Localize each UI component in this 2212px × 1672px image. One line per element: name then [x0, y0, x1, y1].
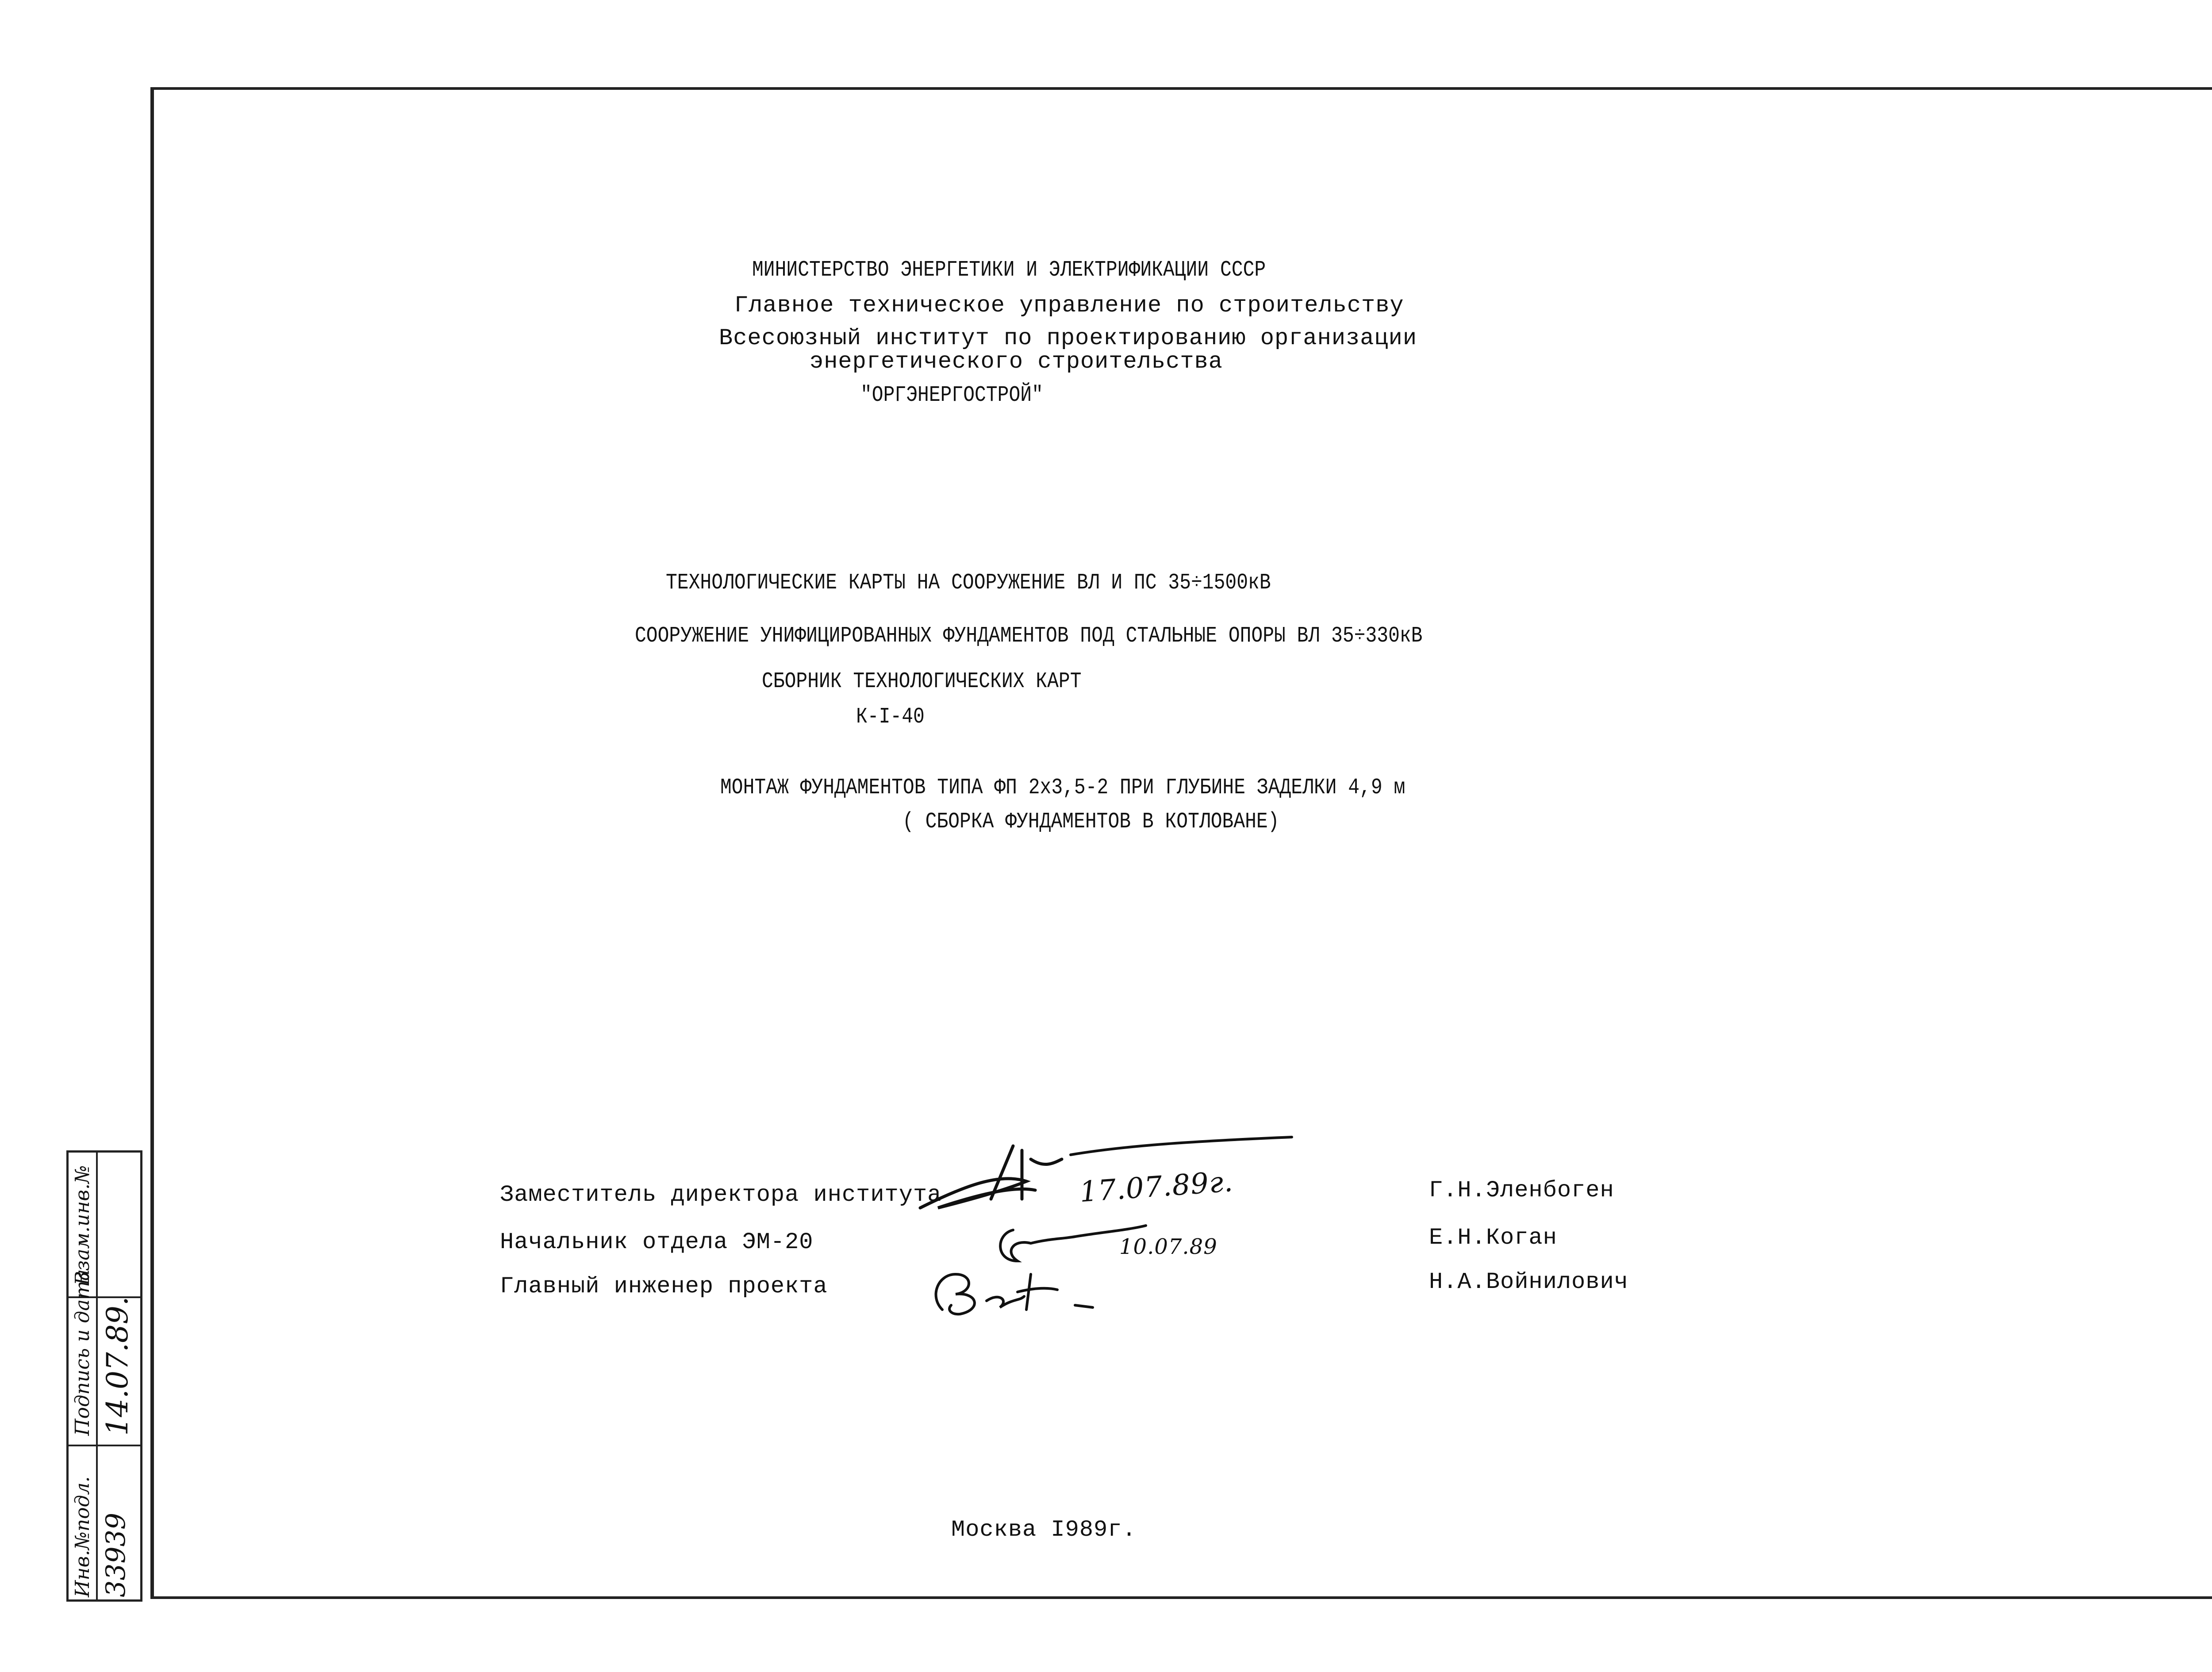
signatory-position-3: Главный инженер проекта	[500, 1273, 828, 1299]
signatory-position-2: Начальник отдела ЭМ-20	[500, 1229, 814, 1255]
ministry-heading: МИНИСТЕРСТВО ЭНЕРГЕТИКИ И ЭЛЕКТРИФИКАЦИИ СССР	[752, 258, 1266, 283]
subject-line-2: ( СБОРКА ФУНДАМЕНТОВ В КОТЛОВАНЕ)	[902, 809, 1279, 834]
signatory-position-1: Заместитель директора института	[500, 1182, 942, 1208]
signature-date-1: 17.07.89г.	[1078, 1165, 1234, 1209]
title-line-3: СБОРНИК ТЕХНОЛОГИЧЕСКИХ КАРТ	[762, 669, 1082, 694]
title-line-2: СООРУЖЕНИЕ УНИФИЦИРОВАННЫХ ФУНДАМЕНТОВ ПОД СТАЛЬНЫЕ ОПОРЫ ВЛ 35÷330кВ	[635, 623, 1423, 649]
collection-code: К-I-40	[856, 704, 925, 730]
subject-line-1: МОНТАЖ ФУНДАМЕНТОВ ТИПА ФП 2х3,5-2 ПРИ ГЛУБИНЕ ЗАДЕЛКИ 4,9 м	[720, 775, 1406, 800]
title-line-1: ТЕХНОЛОГИЧЕСКИЕ КАРТЫ НА СООРУЖЕНИЕ ВЛ И ПС 35÷1500кВ	[666, 570, 1271, 596]
archive-stamp	[66, 1150, 142, 1602]
directorate-line: Главное техническое управление по строительству	[734, 292, 1404, 319]
institute-name: "ОРГЭНЕРГОСТРОЙ"	[860, 383, 1043, 408]
city-year: Москва I989г.	[951, 1517, 1137, 1543]
stamp-value-inv: 33939	[100, 1513, 131, 1597]
institute-line-2: энергетического строительства	[810, 349, 1223, 375]
stamp-row-divider	[69, 1445, 140, 1446]
stamp-label-inv-podl: Инв.№подл.	[71, 1476, 94, 1597]
stamp-label-podpis: Подпись и дата	[71, 1269, 94, 1436]
signature-date-2: 10.07.89	[1119, 1234, 1217, 1259]
signatory-name-3: Н.А.Войнилович	[1429, 1269, 1628, 1295]
signatory-name-2: Е.Н.Коган	[1429, 1225, 1557, 1251]
signatory-name-1: Г.Н.Эленбоген	[1429, 1177, 1614, 1203]
institute-line-1: Всесоюзный институт по проектированию организации	[719, 325, 1417, 351]
stamp-label-vzam: Взам.инв.№	[71, 1165, 94, 1285]
stamp-value-date: 14.07.89.	[100, 1296, 134, 1436]
handwritten-signature-3	[925, 1257, 1110, 1323]
stamp-column-divider	[96, 1153, 98, 1599]
